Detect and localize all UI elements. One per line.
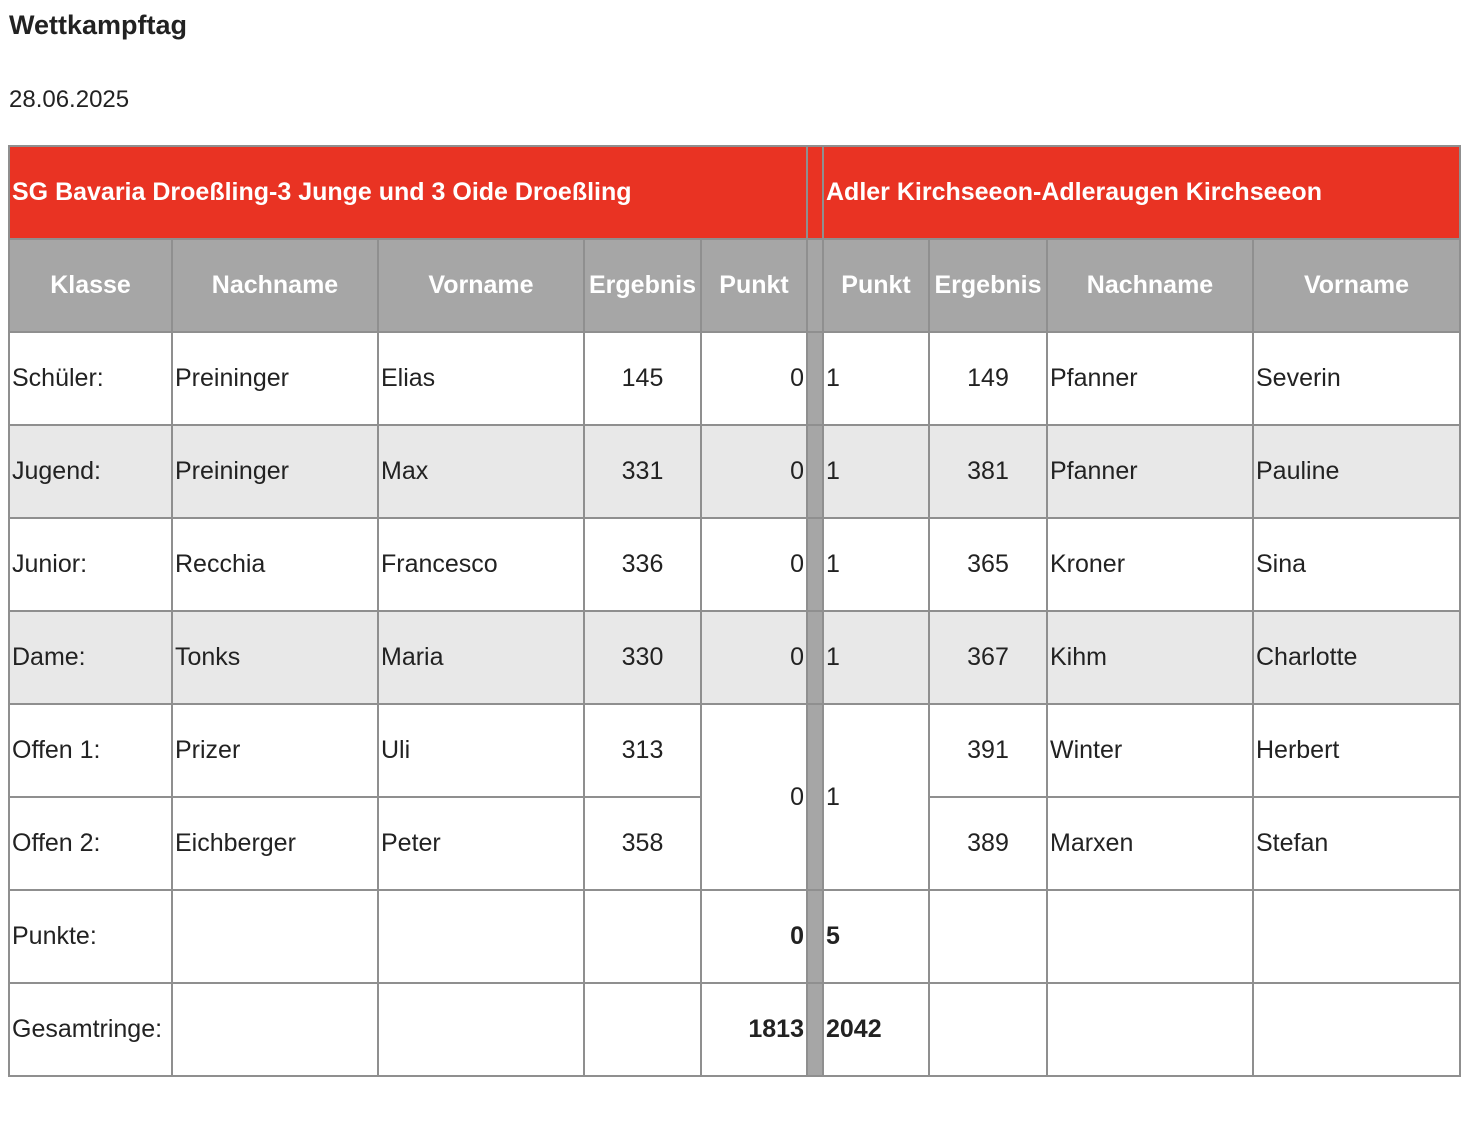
gesamtringe-total-row <box>9 983 1460 1076</box>
empty-cell <box>584 890 701 983</box>
home-nachname-cell: Recchia <box>172 518 378 611</box>
home-punkt-cell: 0 <box>701 425 807 518</box>
empty-cell <box>378 890 584 983</box>
away-ergebnis-cell: 391 <box>929 704 1047 797</box>
empty-cell <box>1047 983 1253 1076</box>
away-nachname-cell: Marxen <box>1047 797 1253 890</box>
punkte-total-row <box>9 890 1460 983</box>
column-separator <box>807 983 823 1076</box>
header-klasse: Klasse <box>9 239 172 332</box>
empty-cell <box>1253 983 1460 1076</box>
header-home-nachname: Nachname <box>172 239 378 332</box>
home-vorname-cell: Peter <box>378 797 584 890</box>
home-vorname-cell: Elias <box>378 332 584 425</box>
table-row <box>9 425 1460 518</box>
header-away-vorname: Vorname <box>1253 239 1460 332</box>
punkte-label: Punkte: <box>9 890 172 983</box>
away-ergebnis-cell: 381 <box>929 425 1047 518</box>
home-vorname-cell: Francesco <box>378 518 584 611</box>
home-ergebnis-cell: 330 <box>584 611 701 704</box>
away-vorname-cell: Stefan <box>1253 797 1460 890</box>
column-separator <box>807 611 823 704</box>
table-row <box>9 611 1460 704</box>
klasse-cell: Junior: <box>9 518 172 611</box>
away-vorname-cell: Herbert <box>1253 704 1460 797</box>
home-vorname-cell: Max <box>378 425 584 518</box>
away-nachname-cell: Pfanner <box>1047 425 1253 518</box>
away-vorname-cell: Pauline <box>1253 425 1460 518</box>
home-ergebnis-cell: 331 <box>584 425 701 518</box>
empty-cell <box>929 890 1047 983</box>
klasse-cell: Schüler: <box>9 332 172 425</box>
header-home-ergebnis: Ergebnis <box>584 239 701 332</box>
home-nachname-cell: Tonks <box>172 611 378 704</box>
away-ergebnis-cell: 367 <box>929 611 1047 704</box>
away-vorname-cell: Sina <box>1253 518 1460 611</box>
column-separator <box>807 890 823 983</box>
home-ergebnis-cell: 145 <box>584 332 701 425</box>
klasse-cell: Offen 2: <box>9 797 172 890</box>
table-row <box>9 518 1460 611</box>
column-separator <box>807 518 823 611</box>
empty-cell <box>584 983 701 1076</box>
home-punkt-cell: 0 <box>701 332 807 425</box>
away-ergebnis-cell: 389 <box>929 797 1047 890</box>
home-punkt-cell: 0 <box>701 518 807 611</box>
klasse-cell: Jugend: <box>9 425 172 518</box>
away-vorname-cell: Severin <box>1253 332 1460 425</box>
header-home-punkt: Punkt <box>701 239 807 332</box>
klasse-cell: Offen 1: <box>9 704 172 797</box>
empty-cell <box>929 983 1047 1076</box>
home-nachname-cell: Eichberger <box>172 797 378 890</box>
away-nachname-cell: Pfanner <box>1047 332 1253 425</box>
header-away-nachname: Nachname <box>1047 239 1253 332</box>
column-separator <box>807 146 823 239</box>
home-team-name: SG Bavaria Droeßling-3 Junge und 3 Oide Droeßling <box>9 146 807 239</box>
header-home-vorname: Vorname <box>378 239 584 332</box>
empty-cell <box>172 983 378 1076</box>
empty-cell <box>378 983 584 1076</box>
away-gesamtringe-total: 2042 <box>823 983 929 1076</box>
match-date: 28.06.2025 <box>9 86 130 113</box>
away-punkte-total: 5 <box>823 890 929 983</box>
away-team-name: Adler Kirchseeon-Adleraugen Kirchseeon <box>823 146 1460 239</box>
away-punkt-cell: 1 <box>823 332 929 425</box>
home-nachname-cell: Preininger <box>172 332 378 425</box>
home-punkte-total: 0 <box>701 890 807 983</box>
empty-cell <box>1047 890 1253 983</box>
page-title: Wettkampftag <box>9 10 188 40</box>
column-separator <box>807 704 823 890</box>
column-header-row <box>9 239 1460 332</box>
header-away-ergebnis: Ergebnis <box>929 239 1047 332</box>
klasse-cell: Dame: <box>9 611 172 704</box>
away-vorname-cell: Charlotte <box>1253 611 1460 704</box>
away-ergebnis-cell: 365 <box>929 518 1047 611</box>
gesamtringe-label: Gesamtringe: <box>9 983 172 1076</box>
home-nachname-cell: Prizer <box>172 704 378 797</box>
home-vorname-cell: Uli <box>378 704 584 797</box>
home-ergebnis-cell: 336 <box>584 518 701 611</box>
empty-cell <box>1253 890 1460 983</box>
column-separator <box>807 239 823 332</box>
team-header-row <box>9 146 1460 239</box>
home-ergebnis-cell: 358 <box>584 797 701 890</box>
away-punkt-cell: 1 <box>823 518 929 611</box>
home-ergebnis-cell: 313 <box>584 704 701 797</box>
empty-cell <box>172 890 378 983</box>
away-ergebnis-cell: 149 <box>929 332 1047 425</box>
home-vorname-cell: Maria <box>378 611 584 704</box>
table-row <box>9 704 1460 797</box>
away-punkt-cell: 1 <box>823 425 929 518</box>
home-punkt-cell: 0 <box>701 611 807 704</box>
home-gesamtringe-total: 1813 <box>701 983 807 1076</box>
column-separator <box>807 332 823 425</box>
results-table <box>8 145 1461 1077</box>
header-away-punkt: Punkt <box>823 239 929 332</box>
home-nachname-cell: Preininger <box>172 425 378 518</box>
away-punkt-cell: 1 <box>823 611 929 704</box>
away-nachname-cell: Winter <box>1047 704 1253 797</box>
home-punkt-cell: 0 <box>701 704 807 890</box>
away-nachname-cell: Kroner <box>1047 518 1253 611</box>
away-nachname-cell: Kihm <box>1047 611 1253 704</box>
column-separator <box>807 425 823 518</box>
table-row <box>9 332 1460 425</box>
away-punkt-cell: 1 <box>823 704 929 890</box>
